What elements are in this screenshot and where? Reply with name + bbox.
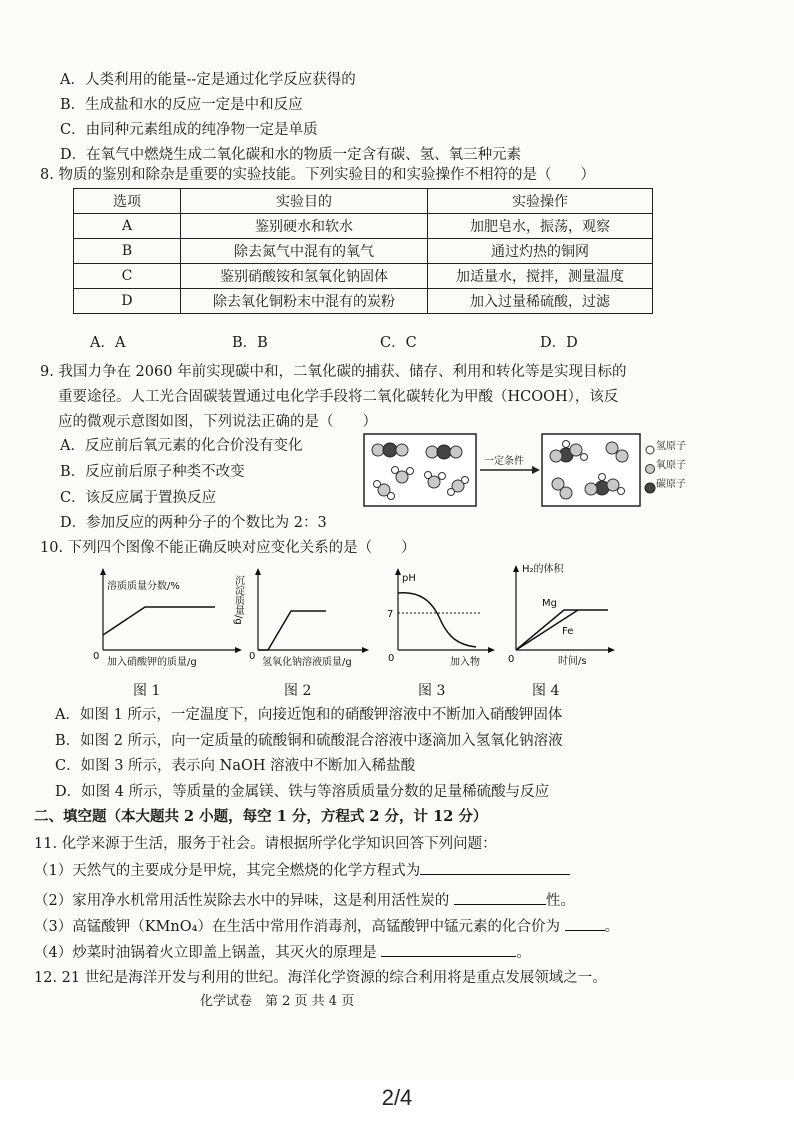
q7-option-c: C．由同种元素组成的纯净物一定是单质 [60, 122, 318, 138]
table-row [74, 214, 653, 239]
page-footer: 化学试卷 第 2 页 共 4 页 [200, 994, 355, 1009]
table-cell: 加适量水，搅拌，测量温度 [428, 264, 653, 289]
figure-2-origin: 0 [249, 651, 256, 662]
figure-1-chart [85, 565, 245, 680]
figure-1-origin: 0 [93, 651, 100, 662]
q11-part-3-end: 。 [604, 919, 620, 935]
x-axis-arrow-icon [488, 647, 495, 653]
q11-answer-blank-3[interactable] [565, 916, 605, 931]
q7-option-a: A．人类利用的能量--定是通过化学反应获得的 [60, 72, 356, 88]
q8-choice-d: D．D [540, 335, 578, 351]
figure-2-caption: 图 2 [284, 683, 312, 699]
table-cell: B [74, 239, 181, 264]
q8-choice-c: C．C [380, 335, 417, 351]
table-cell: C [74, 264, 181, 289]
q11-part-1-text: （1）天然气的主要成分是甲烷，其完全燃烧的化学方程式为 [34, 863, 421, 879]
q9-stem-line-3: 应的微观示意图如图，下列说法正确的是（ ） [58, 414, 377, 430]
table-row [74, 289, 653, 314]
fe-label: Fe [562, 626, 574, 637]
q11-part-4-text: （4）炒菜时油锅着火立即盖上锅盖，其灭火的原理是 [34, 945, 377, 961]
q11-part-2-suffix: 性。 [545, 893, 575, 909]
figure-3-curve [398, 593, 476, 647]
q11-part-2-text: （2）家用净水机常用活性炭除去水中的异味，这是利用活性炭的 [34, 893, 450, 909]
table-cell: 除去氧化铜粉末中混有的炭粉 [181, 289, 428, 314]
figure-4-xlabel: 时间/s [558, 656, 587, 667]
table-cell: 除去氮气中混有的氧气 [181, 239, 428, 264]
q9-option-d: D．参加反应的两种分子的个数比为 2：3 [60, 515, 327, 531]
table-header: 选项 [74, 189, 181, 214]
q10-option-d: D．如图 4 所示，等质量的金属镁、铁与等溶质质量分数的足量稀硫酸与反应 [55, 784, 550, 800]
q9-stem-line-2: 重要途径。人工光合固碳装置通过电化学手段将二氧化碳转化为甲酸（HCOOH），该反 [58, 389, 619, 405]
table-cell: D [74, 289, 181, 314]
q7-option-b: B．生成盐和水的反应一定是中和反应 [60, 97, 303, 113]
y-axis-arrow-icon [395, 568, 401, 575]
reaction-diagram [362, 430, 662, 510]
figure-2-curve [258, 611, 326, 650]
table-row [74, 239, 653, 264]
viewer-page-indicator: 2/4 [381, 1085, 413, 1110]
figure-3-ylabel: pH [402, 573, 416, 584]
q11-answer-blank-2[interactable] [454, 890, 546, 905]
table-header: 实验操作 [428, 189, 653, 214]
figure-4-chart [500, 560, 620, 680]
q11-stem: 11. 化学来源于生活，服务于社会。请根据所学化学知识回答下列问题： [34, 836, 497, 852]
section-2-heading: 二、填空题（本大题共 2 小题，每空 1 分，方程式 2 分，计 12 分） [34, 808, 488, 825]
figure-1-ylabel: 溶质质量分数/% [107, 581, 180, 592]
figure-3-tick: 7 [387, 609, 394, 620]
q10-stem: 10. 下列四个图像不能正确反映对应变化关系的是（ ） [40, 540, 416, 556]
table-cell: 鉴别硬水和软水 [181, 214, 428, 239]
q10-option-c: C．如图 3 所示，表示向 NaOH 溶液中不断加入稀盐酸 [55, 758, 416, 774]
table-header-row [74, 189, 653, 214]
q10-option-b: B．如图 2 所示，向一定质量的硫酸铜和硫酸混合溶液中逐滴加入氢氧化钠溶液 [55, 733, 563, 749]
q11-part-2 [34, 890, 575, 911]
figure-4-origin: 0 [508, 654, 515, 665]
arrow-head-icon [532, 466, 540, 474]
co2-molecule [372, 443, 408, 457]
table-row [74, 264, 653, 289]
x-axis-arrow-icon [362, 647, 369, 653]
table-header: 实验目的 [181, 189, 428, 214]
hydrogen-atom-icon [646, 446, 654, 454]
q7-option-d: D．在氧气中燃烧生成二氧化碳和水的物质一定含有碳、氢、氧三种元素 [60, 147, 522, 163]
figure-3-xlabel: 加入物 [450, 657, 480, 668]
oxygen-atom-icon [646, 465, 655, 474]
q8-stem: 8. 物质的鉴别和除杂是重要的实验技能。下列实验目的和实验操作不相符的是（ ） [40, 167, 595, 183]
figure-3-caption: 图 3 [418, 683, 446, 699]
figure-3-chart [380, 565, 500, 680]
carbon-atom-icon [645, 483, 655, 493]
q11-answer-blank-4[interactable] [381, 942, 516, 957]
q8-table [73, 188, 653, 314]
y-axis-arrow-icon [100, 568, 106, 575]
arrow-label: 一定条件 [484, 456, 524, 467]
figure-2-chart [232, 565, 371, 680]
q9-option-b: B．反应前后原子种类不改变 [60, 464, 245, 480]
figure-4-ylabel: H₂的体积 [522, 564, 564, 575]
q11-part-3-text: （3）高锰酸钾（KMnO₄）在生活中常用作消毒剂，高锰酸钾中锰元素的化合价为 [34, 919, 560, 935]
q11-answer-blank-1[interactable] [420, 860, 570, 875]
y-axis-arrow-icon [255, 568, 261, 575]
x-axis-arrow-icon [608, 647, 615, 653]
mg-label: Mg [542, 598, 557, 609]
figure-2-xlabel: 氢氧化钠溶液质量/g [262, 657, 352, 668]
figure-1-curve [103, 607, 215, 635]
figure-3-origin: 0 [388, 653, 395, 664]
q11-part-4-end: 。 [516, 945, 531, 961]
q9-option-a: A．反应前后氧元素的化合价没有变化 [60, 438, 303, 454]
q11-part-3 [34, 916, 619, 937]
table-cell: 加入过量稀硫酸，过滤 [428, 289, 653, 314]
table-cell: A [74, 214, 181, 239]
q11-part-1 [34, 860, 570, 881]
q9-stem-line-1: 9. 我国力争在 2060 年前实现碳中和，二氧化碳的捕获、储存、利用和转化等是实现目标的 [40, 364, 627, 380]
table-cell: 通过灼热的铜网 [428, 239, 653, 264]
q10-option-a: A．如图 1 所示，一定温度下，向接近饱和的硝酸钾溶液中不断加入硝酸钾固体 [55, 707, 563, 723]
y-axis-arrow-icon [513, 565, 519, 572]
legend-hydrogen: 氢原子 [656, 441, 686, 452]
figure-1-xlabel: 加入硝酸钾的质量/g [107, 657, 197, 668]
figure-2-ylabel: 沉淀质量/g [232, 575, 244, 625]
figure-1-caption: 图 1 [133, 683, 161, 699]
q12-stem: 12. 21 世纪是海洋开发与利用的世纪。海洋化学资源的综合利用将是重点发展领域之一。 [34, 970, 607, 986]
table-cell: 鉴别硝酸铵和氢氧化钠固体 [181, 264, 428, 289]
q8-choice-b: B．B [232, 335, 268, 351]
table-cell: 加肥皂水，振荡，观察 [428, 214, 653, 239]
co2-molecule [426, 445, 462, 459]
q8-choice-a: A．A [90, 335, 126, 351]
legend-carbon: 碳原子 [656, 479, 686, 490]
q9-option-c: C．该反应属于置换反应 [60, 490, 217, 506]
legend-oxygen: 氧原子 [656, 460, 686, 471]
q11-part-4 [34, 942, 531, 963]
figure-4-caption: 图 4 [532, 683, 560, 699]
